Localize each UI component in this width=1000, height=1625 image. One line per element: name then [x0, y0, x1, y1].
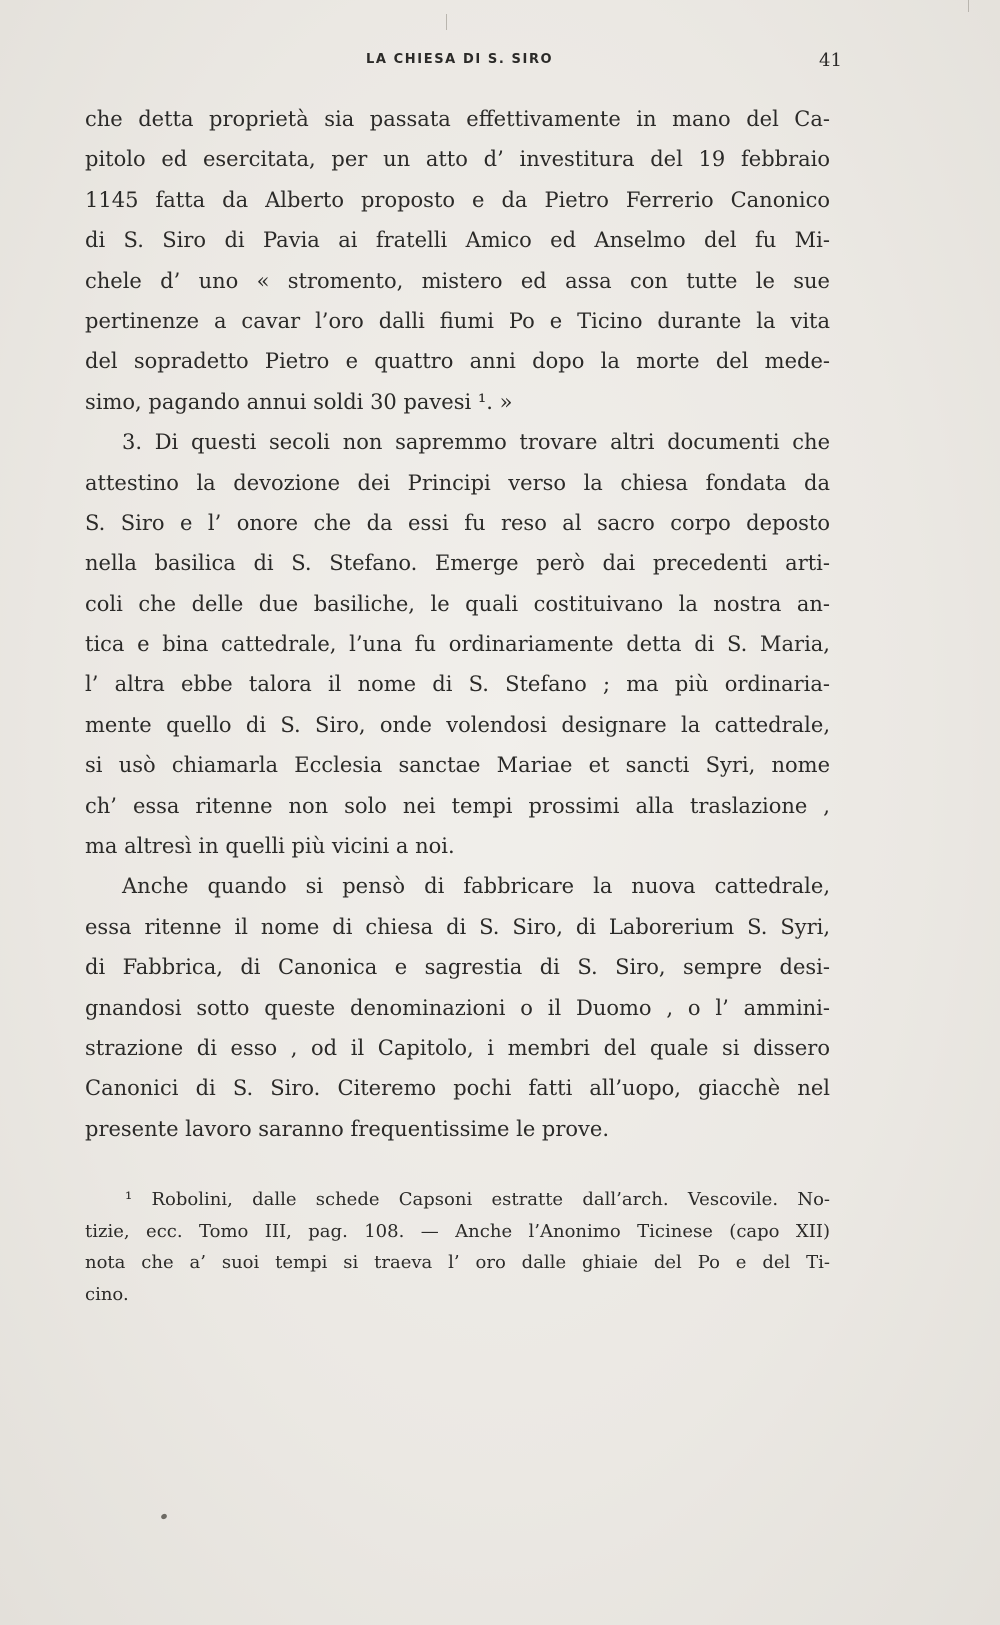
text-line: del sopradetto Pietro e quattro anni dopo la morte del mede-: [85, 349, 830, 374]
text-line: gnandosi sotto queste denominazioni o il Duomo , o l’ ammini-: [85, 995, 830, 1020]
text-line: che detta proprietà sia passata effettivamente in mano del Ca-: [85, 107, 830, 131]
text-line: essa ritenne il nome di chiesa di S. Siro, di Laborerium S. Syri,: [85, 914, 830, 939]
footnote-line: nota che a’ suoi tempi si traeva l’ oro dalle ghiaie del Po e del Ti-: [85, 1252, 830, 1273]
text-line: tica e bina cattedrale, l’una fu ordinariamente detta di S. Maria,: [85, 632, 830, 657]
paper-mark: [446, 14, 447, 30]
text-line: si usò chiamarla Ecclesia sanctae Mariae et sancti Syri, nome: [85, 753, 830, 778]
text-line: l’ altra ebbe talora il nome di S. Stefano ; ma più ordinaria-: [85, 672, 830, 697]
running-title: LA CHIESA DI S. SIRO: [366, 52, 554, 67]
text-line: Anche quando si pensò di fabbricare la nuova cattedrale,: [122, 874, 830, 899]
text-line: pitolo ed esercitata, per un atto d’ investitura del 19 febbraio: [85, 147, 830, 172]
footnote-line: cino.: [85, 1283, 129, 1305]
text-line: nella basilica di S. Stefano. Emerge però dai precedenti arti-: [85, 551, 830, 576]
body-text: [85, 99, 830, 1149]
text-line: pertinenze a cavar l’oro dalli fiumi Po e Ticino durante la vita: [85, 308, 830, 333]
text-line: coli che delle due basiliche, le quali costituivano la nostra an-: [85, 591, 830, 616]
text-line: 1145 fatta da Alberto proposto e da Pietro Ferrerio Canonico: [85, 187, 830, 212]
text-line: simo, pagando annui soldi 30 pavesi ¹. »: [85, 389, 513, 414]
text-line: ma altresì in quelli più vicini a noi.: [85, 834, 455, 859]
text-line: S. Siro e l’ onore che da essi fu reso al sacro corpo deposto: [85, 510, 830, 535]
text-line: Canonici di S. Siro. Citeremo pochi fatti all’uopo, giacchè nel: [85, 1076, 830, 1101]
footnotes: [85, 1184, 830, 1310]
text-line: chele d’ uno « stromento, mistero ed assa con tutte le sue: [85, 268, 830, 293]
page-header: [0, 52, 1000, 74]
text-line: presente lavoro saranno frequentissime le prove.: [85, 1116, 610, 1141]
text-line: strazione di esso , od il Capitolo, i membri del quale si dissero: [85, 1035, 830, 1060]
text-line: di S. Siro di Pavia ai fratelli Amico ed Anselmo del fu Mi-: [85, 228, 830, 253]
page-number: 41: [819, 50, 842, 71]
text-line: ch’ essa ritenne non solo nei tempi prossimi alla traslazione ,: [85, 793, 830, 818]
text-line: 3. Di questi secoli non sapremmo trovare altri documenti che: [122, 430, 830, 455]
paper-mark: [968, 0, 969, 12]
text-line: di Fabbrica, di Canonica e sagrestia di S. Siro, sempre desi-: [85, 955, 830, 980]
text-line: attestino la devozione dei Principi verso la chiesa fondata da: [85, 470, 830, 495]
text-line: mente quello di S. Siro, onde volendosi designare la cattedrale,: [85, 712, 830, 737]
footnote-line: tizie, ecc. Tomo III, pag. 108. — Anche l’Anonimo Ticinese (capo XII): [85, 1220, 830, 1242]
ink-speck: [160, 1513, 168, 1520]
footnote-line: ¹ Robolini, dalle schede Capsoni estratte dall’arch. Vescovile. No-: [125, 1189, 830, 1210]
